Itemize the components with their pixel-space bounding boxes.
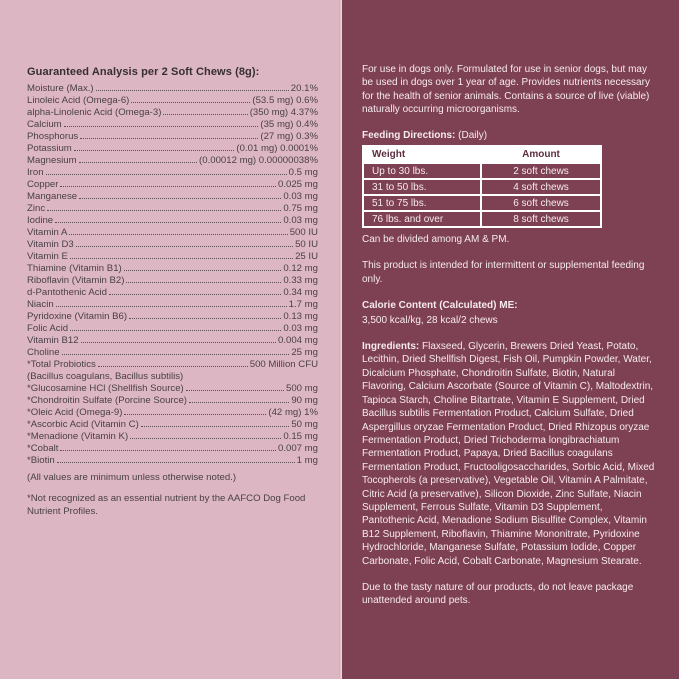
analysis-row	[27, 251, 318, 263]
analysis-row	[27, 155, 318, 167]
analysis-row	[27, 311, 318, 323]
analysis-row	[27, 263, 318, 275]
nutrient-value: 25 IU	[295, 251, 318, 262]
nutrient-name: *Biotin	[27, 455, 55, 466]
dotted-leader	[76, 246, 293, 247]
dotted-leader	[129, 318, 281, 319]
weight-cell: 51 to 75 lbs.	[364, 196, 482, 210]
nutrient-value: (53.5 mg) 0.6%	[252, 95, 318, 106]
feeding-table-row	[364, 180, 600, 194]
analysis-row	[27, 119, 318, 131]
analysis-row	[27, 131, 318, 143]
analysis-row	[27, 455, 318, 467]
nutrient-value: 25 mg	[291, 347, 318, 358]
nutrient-value: 20.1%	[290, 83, 318, 94]
dotted-leader	[55, 222, 281, 223]
weight-cell: Up to 30 lbs.	[364, 164, 482, 178]
nutrient-value: 50 mg	[291, 419, 318, 430]
dotted-leader	[74, 150, 235, 151]
nutrient-value: 0.5 mg	[288, 167, 318, 178]
minimum-values-note: (All values are minimum unless otherwise noted.)	[27, 472, 237, 483]
nutrient-value: 500 mg	[286, 383, 318, 394]
nutrient-name: Folic Acid	[27, 323, 69, 334]
analysis-row	[27, 347, 318, 359]
nutrient-value: 1.7 mg	[288, 299, 318, 310]
warning-paragraph: Due to the tasty nature of our products, do not leave package unattended around pets.	[362, 581, 634, 607]
nutrient-name: *Oleic Acid (Omega-9)	[27, 407, 123, 418]
analysis-row	[27, 215, 318, 227]
nutrient-value: 0.75 mg	[283, 203, 318, 214]
analysis-row	[27, 395, 318, 407]
intermittent-note: This product is intended for intermittent or supplemental feeding only.	[362, 260, 645, 285]
feeding-table-row	[364, 212, 600, 226]
nutrient-name: *Menadione (Vitamin K)	[27, 431, 129, 442]
dotted-leader	[163, 114, 247, 115]
dotted-leader	[126, 282, 281, 283]
feeding-table-row	[364, 196, 600, 210]
nutrient-name: Vitamin E	[27, 251, 68, 262]
nutrient-value: (42 mg) 1%	[268, 407, 318, 418]
nutrient-value: 0.15 mg	[283, 431, 318, 442]
nutrient-name: Choline	[27, 347, 60, 358]
nutrient-name: d-Pantothenic Acid	[27, 287, 108, 298]
dotted-leader	[80, 138, 258, 139]
nutrient-value: 1 mg	[296, 455, 318, 466]
feeding-directions-heading	[362, 129, 657, 142]
dotted-leader	[98, 366, 248, 367]
dotted-leader	[57, 462, 295, 463]
weight-column-header: Weight	[364, 147, 482, 162]
dotted-leader	[64, 126, 259, 127]
nutrient-name: Riboflavin (Vitamin B2)	[27, 275, 125, 286]
analysis-row	[27, 227, 318, 239]
nutrient-name: Calcium	[27, 119, 62, 130]
nutrient-value: (27 mg) 0.3%	[260, 131, 318, 142]
ingredients-label: Ingredients:	[362, 341, 420, 353]
nutrient-value: 0.03 mg	[283, 323, 318, 334]
dotted-leader	[70, 258, 293, 259]
nutrient-value: 50 IU	[295, 239, 318, 250]
dotted-leader	[60, 450, 276, 451]
amount-cell: 8 soft chews	[513, 213, 569, 225]
nutrient-value: (0.00012 mg) 0.00000038%	[199, 155, 318, 166]
nutrient-name: *Ascorbic Acid (Vitamin C)	[27, 419, 139, 430]
nutrient-value: 500 IU	[289, 227, 318, 238]
dotted-leader	[46, 174, 287, 175]
nutrient-value: 0.03 mg	[283, 191, 318, 202]
nutrient-name: (Bacillus coagulans, Bacillus subtilis)	[27, 371, 184, 382]
nutrient-name: *Glucosamine HCl (Shellfish Source)	[27, 383, 184, 394]
analysis-row	[27, 191, 318, 203]
nutrient-value: 0.33 mg	[283, 275, 318, 286]
nutrient-name: Niacin	[27, 299, 54, 310]
nutrient-value: (35 mg) 0.4%	[260, 119, 318, 130]
analysis-row	[27, 407, 318, 419]
dotted-leader	[96, 90, 289, 91]
nutrient-value: 0.12 mg	[283, 263, 318, 274]
nutrient-name: *Total Probiotics	[27, 359, 96, 370]
feeding-table-header	[364, 147, 600, 162]
weight-cell: 31 to 50 lbs.	[364, 180, 482, 194]
nutrient-value: (350 mg) 4.37%	[249, 107, 318, 118]
analysis-row	[27, 239, 318, 251]
analysis-row	[27, 371, 318, 383]
analysis-row	[27, 107, 318, 119]
dotted-leader	[131, 102, 250, 103]
analysis-row	[27, 299, 318, 311]
amount-cell: 4 soft chews	[513, 181, 569, 193]
aafco-footnote: *Not recognized as an essential nutrient by the AAFCO Dog Food Nutrient Profiles.	[27, 493, 306, 517]
analysis-row	[27, 359, 318, 371]
nutrient-value: (0.01 mg) 0.0001%	[236, 143, 318, 154]
divided-note: Can be divided among AM & PM.	[362, 234, 510, 246]
nutrient-value: 0.13 mg	[283, 311, 318, 322]
analysis-row	[27, 179, 318, 191]
dotted-leader	[124, 414, 266, 415]
nutrient-name: *Chondroitin Sulfate (Porcine Source)	[27, 395, 187, 406]
dotted-leader	[81, 342, 276, 343]
nutrient-name: Magnesium	[27, 155, 77, 166]
nutrient-name: Linoleic Acid (Omega-6)	[27, 95, 130, 106]
ingredients-paragraph	[362, 340, 657, 568]
guaranteed-analysis-title: Guaranteed Analysis per 2 Soft Chews (8g):	[27, 66, 260, 78]
analysis-row	[27, 419, 318, 431]
calorie-value: 3,500 kcal/kg, 28 kcal/2 chews	[362, 314, 498, 326]
amount-column-header: Amount	[522, 149, 560, 161]
nutrient-value: 0.025 mg	[277, 179, 318, 190]
nutrient-name: Iron	[27, 167, 44, 178]
nutrient-name: Iodine	[27, 215, 54, 226]
ingredients-list: Flaxseed, Glycerin, Brewers Dried Yeast, Potato, Lecithin, Dried Shellfish Digest, Fish Oil, Pumpkin Powder, Water, Dicalcium Phosphate, Chondroitin Sulfate, Biotin, Natural Flavoring, Calcium Ascorbate (Source of Vitamin C), Maltodextrin, Tapioca Starch, Choline Bitartrate, Vitamin E Supplement, Dried Bacillus subtilis Fermentation Product, Calcium Sulfate, Dried Aspergillus oryzae Fermentation Product, Dried Rhizopus oryzae Fermentation Product, Dried Trichoderma longibrachiatum Fermentation Product, Papaya, Dried Bacillus coagulans Fermentation Product, Fructooligosaccharides, Sorbic Acid, Mixed Tocopherols (a preservative), Vegetable Oil, Vitamin A Palmitate, Citric Acid (a preservative), Silicon Dioxide, Zinc Sulfate, Niacin Supplement, Ferrous Sulfate, Vitamin D3 Supplement, Pantothenic Acid, Menadione Sodium Bisulfite Complex, Vitamin B12 Supplement, Riboflavin, Thiamine Mononitrate, Pyridoxine Hydrochloride, Manganese Sulfate, Potassium Iodide, Copper Carbonate, Folic Acid, Cobalt Carbonate, Magnesium Stearate.	[362, 341, 655, 567]
feeding-table-body	[364, 164, 600, 226]
nutrient-name: Zinc	[27, 203, 46, 214]
nutrient-name: *Cobalt	[27, 443, 59, 454]
analysis-row	[27, 431, 318, 443]
amount-cell: 6 soft chews	[513, 197, 569, 209]
dotted-leader	[56, 306, 287, 307]
nutrient-name: Manganese	[27, 191, 78, 202]
nutrient-name: Moisture (Max.)	[27, 83, 94, 94]
nutrient-name: Potassium	[27, 143, 72, 154]
nutrient-name: alpha-Linolenic Acid (Omega-3)	[27, 107, 162, 118]
dotted-leader	[60, 186, 276, 187]
dotted-leader	[62, 354, 290, 355]
nutrient-value: 0.004 mg	[277, 335, 318, 346]
dotted-leader	[79, 198, 281, 199]
amount-cell: 2 soft chews	[513, 165, 569, 177]
dotted-leader	[70, 330, 281, 331]
nutrient-name: Vitamin D3	[27, 239, 74, 250]
dotted-leader	[79, 162, 197, 163]
dotted-leader	[186, 390, 284, 391]
dotted-leader	[189, 402, 289, 403]
feeding-table	[362, 145, 602, 228]
analysis-row	[27, 287, 318, 299]
dotted-leader	[124, 270, 282, 271]
dotted-leader	[109, 294, 281, 295]
guaranteed-analysis-panel	[0, 0, 339, 679]
nutrient-value: 0.03 mg	[283, 215, 318, 226]
nutrient-name: Thiamine (Vitamin B1)	[27, 263, 122, 274]
dotted-leader	[130, 438, 281, 439]
directions-panel	[342, 0, 679, 679]
analysis-row	[27, 443, 318, 455]
usage-paragraph: For use in dogs only. Formulated for use in senior dogs, but may be used in dogs over 1 year of age. Provides nutrients necessary for the health of senior animals. Contains a source of live (viable) naturally occurring microorganisms.	[362, 64, 650, 116]
dotted-leader	[141, 426, 290, 427]
feeding-table-row	[364, 164, 600, 178]
calorie-heading: Calorie Content (Calculated) ME:	[362, 300, 518, 312]
nutrient-name: Phosphorus	[27, 131, 79, 142]
nutrient-name: Pyridoxine (Vitamin B6)	[27, 311, 128, 322]
feeding-directions-daily: (Daily)	[458, 129, 488, 141]
analysis-row	[27, 275, 318, 287]
nutrient-name: Copper	[27, 179, 59, 190]
analysis-row	[27, 95, 318, 107]
dotted-leader	[47, 210, 281, 211]
nutrient-value: 0.34 mg	[283, 287, 318, 298]
analysis-row	[27, 143, 318, 155]
weight-cell: 76 lbs. and over	[364, 212, 482, 226]
guaranteed-analysis-list	[27, 83, 318, 467]
nutrient-value: 90 mg	[291, 395, 318, 406]
analysis-row	[27, 203, 318, 215]
analysis-row	[27, 83, 318, 95]
nutrient-value: 500 Million CFU	[249, 359, 318, 370]
feeding-directions-label: Feeding Directions:	[362, 129, 456, 141]
dotted-leader	[69, 234, 287, 235]
analysis-row	[27, 323, 318, 335]
analysis-row	[27, 335, 318, 347]
nutrient-name: Vitamin A	[27, 227, 68, 238]
nutrient-value: 0.007 mg	[277, 443, 318, 454]
analysis-row	[27, 383, 318, 395]
analysis-row	[27, 167, 318, 179]
nutrient-name: Vitamin B12	[27, 335, 79, 346]
